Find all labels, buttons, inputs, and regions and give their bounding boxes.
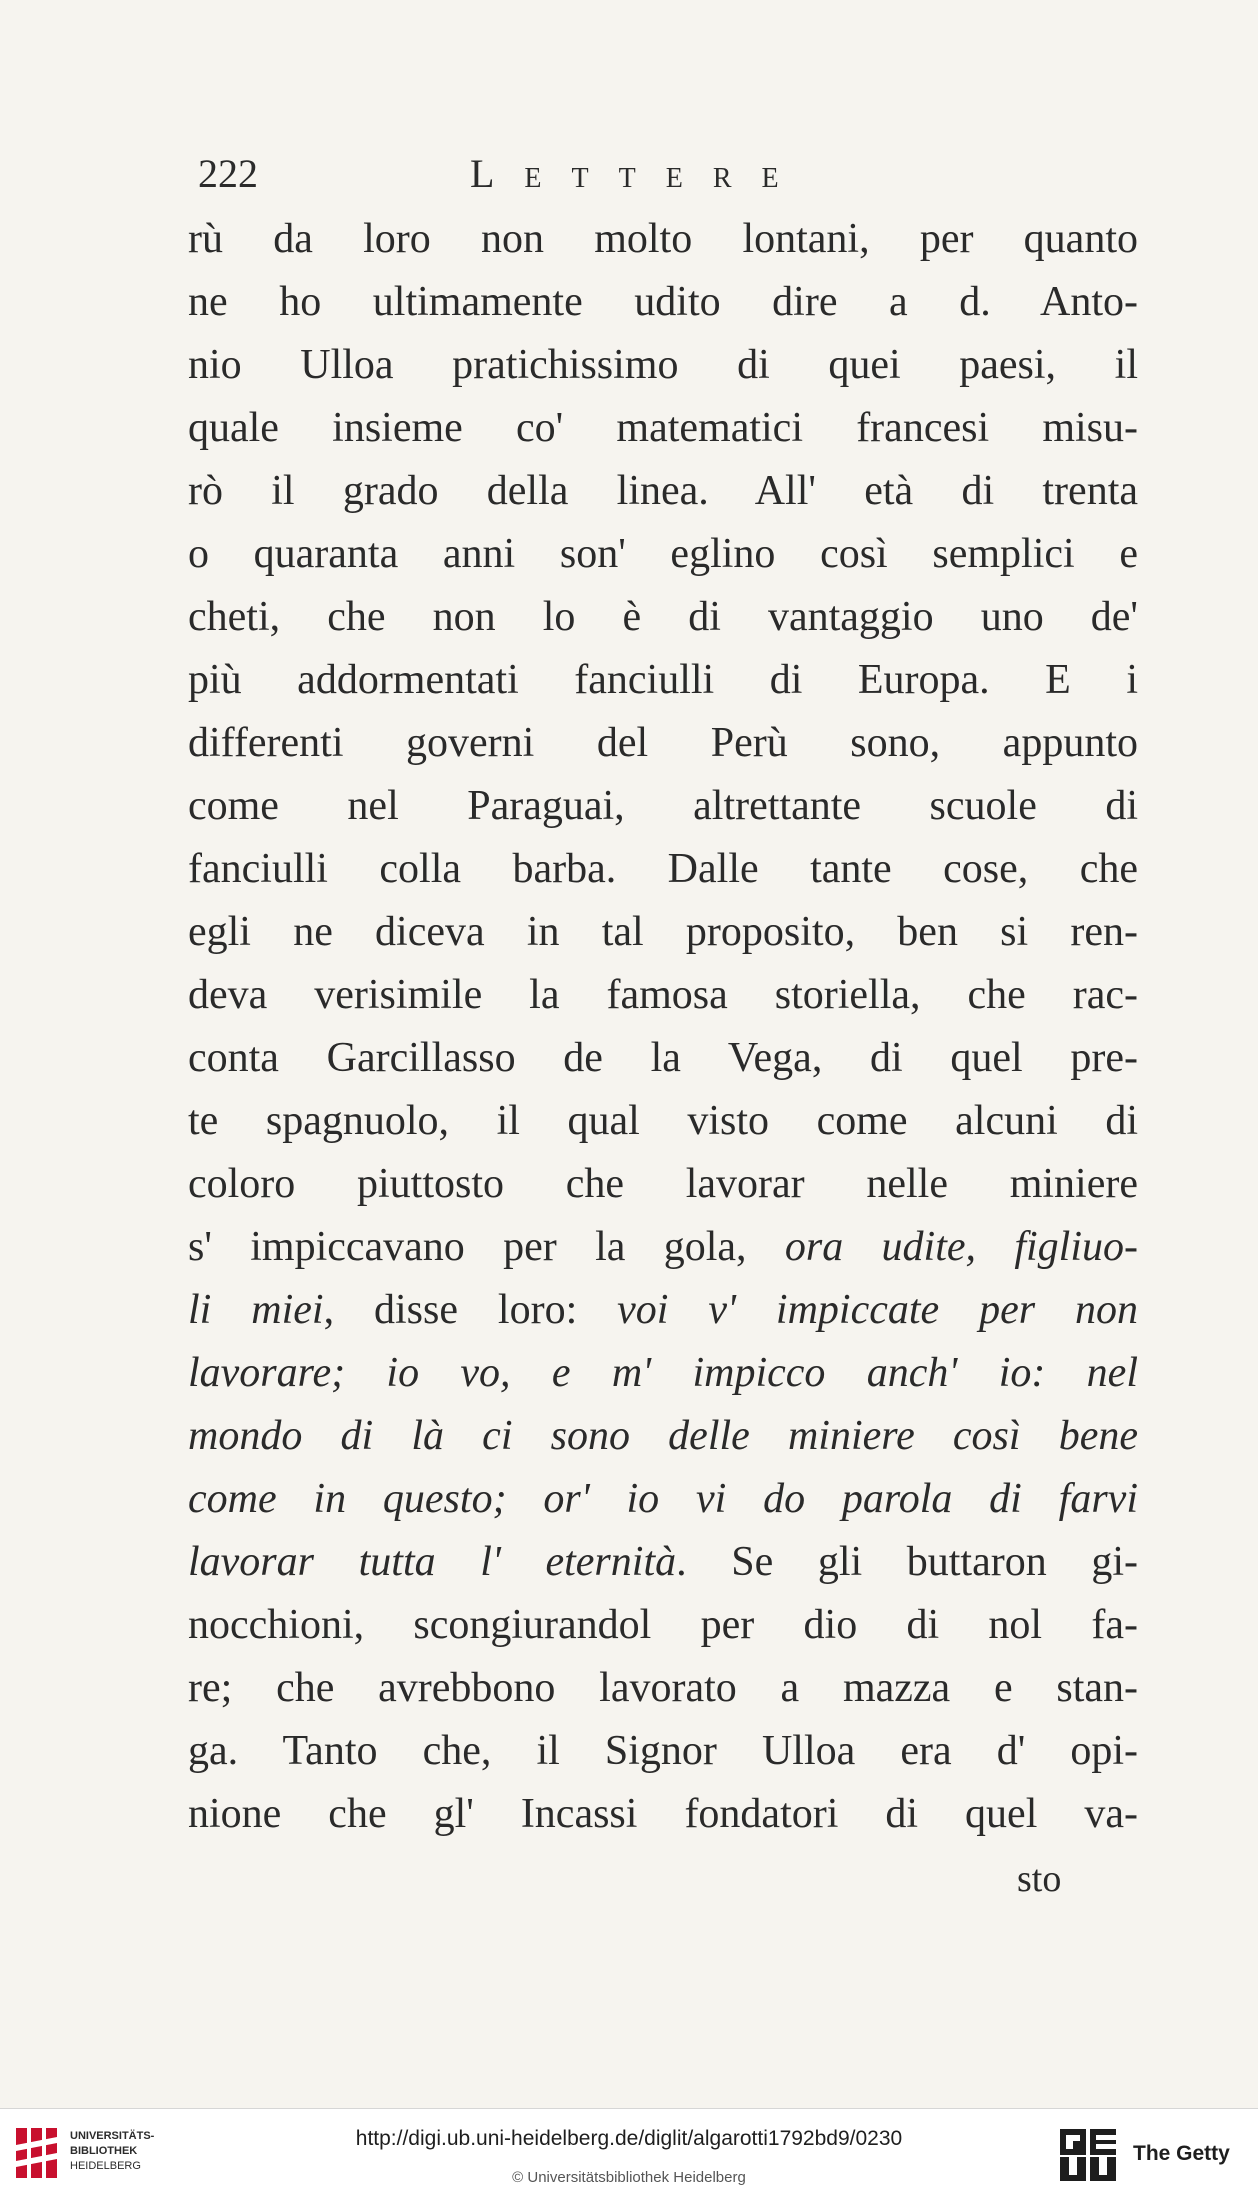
text-line <box>188 1216 1138 1279</box>
text-line <box>188 1342 1138 1405</box>
partner-name: The Getty <box>1133 2142 1230 2165</box>
text-line <box>188 1153 1138 1216</box>
text-segment: s' impiccavano per la gola, <box>188 1224 785 1270</box>
italic-text-segment: lavorar tutta l' eternità <box>188 1539 677 1585</box>
library-name-line-1: UNIVERSITÄTS- <box>70 2130 155 2142</box>
library-name-line-2: BIBLIOTHEK <box>70 2145 138 2157</box>
text-line <box>188 1027 1138 1090</box>
text-line <box>188 208 1138 271</box>
text-segment: nio Ulloa pratichissimo di quei paesi, il <box>188 342 1138 388</box>
text-line <box>188 334 1138 397</box>
italic-text-segment: lavorare; io vo, e m' impicco anch' io: nel <box>188 1350 1138 1396</box>
getty-logo-icon[interactable] <box>1058 2127 1124 2183</box>
text-line <box>188 838 1138 901</box>
running-title: Lettere <box>470 151 809 196</box>
text-line <box>188 1657 1138 1720</box>
text-line <box>188 1720 1138 1783</box>
text-segment: , disse loro: <box>323 1287 618 1333</box>
body-text <box>188 208 1138 1846</box>
text-segment: più addormentati fanciulli di Europa. E i <box>188 657 1138 703</box>
italic-text-segment: voi v' impiccate per non <box>617 1287 1139 1333</box>
text-line <box>188 397 1138 460</box>
text-segment: ga. Tanto che, il Signor Ulloa era d' opi- <box>188 1728 1138 1774</box>
text-segment: cheti, che non lo è di vantaggio uno de' <box>188 594 1138 640</box>
text-segment: . Se gli buttaron gi- <box>676 1539 1138 1585</box>
permalink-url[interactable]: http://digi.ub.uni-heidelberg.de/diglit/algarotti1792bd9/0230 <box>355 2127 903 2150</box>
italic-text-segment: come in questo; or' io vi do parola di farvi <box>188 1476 1138 1522</box>
text-segment: nocchioni, scongiurandol per dio di nol fa- <box>188 1602 1138 1648</box>
page-header <box>198 150 888 210</box>
text-segment: come nel Paraguai, altrettante scuole di <box>188 783 1138 829</box>
text-line <box>188 901 1138 964</box>
text-segment: egli ne diceva in tal proposito, ben si ren- <box>188 909 1138 955</box>
text-line <box>188 586 1138 649</box>
text-line <box>188 1405 1138 1468</box>
text-segment: rù da loro non molto lontani, per quanto <box>188 216 1138 262</box>
text-segment: fanciulli colla barba. Dalle tante cose, che <box>188 846 1138 892</box>
text-segment: deva verisimile la famosa storiella, che rac- <box>188 972 1138 1018</box>
italic-text-segment: ora udite, figliuo- <box>784 1224 1138 1270</box>
text-line <box>188 1279 1138 1342</box>
library-name-line-3: HEIDELBERG <box>70 2160 141 2172</box>
text-segment: differenti governi del Perù sono, appunto <box>188 720 1138 766</box>
page-number: 222 <box>198 151 258 196</box>
text-line <box>188 1090 1138 1153</box>
text-line <box>188 775 1138 838</box>
text-line <box>188 712 1138 775</box>
text-line <box>188 1468 1138 1531</box>
text-line <box>188 271 1138 334</box>
text-segment: te spagnuolo, il qual visto come alcuni di <box>188 1098 1138 1144</box>
text-line <box>188 523 1138 586</box>
text-line <box>188 1531 1138 1594</box>
italic-text-segment: mondo di là ci sono delle miniere così bene <box>188 1413 1138 1459</box>
text-line <box>188 649 1138 712</box>
text-segment: re; che avrebbono lavorato a mazza e stan- <box>188 1665 1138 1711</box>
catchword: sto <box>1017 1858 1062 1900</box>
text-segment: quale insieme co' matematici francesi misu- <box>188 405 1138 451</box>
text-segment: ne ho ultimamente udito dire a d. Anto- <box>188 279 1138 325</box>
footer-bar <box>0 2108 1258 2200</box>
text-segment: nione che gl' Incassi fondatori di quel va- <box>188 1791 1138 1837</box>
copyright-notice: © Universitätsbibliothek Heidelberg <box>512 2169 746 2186</box>
italic-text-segment: li miei <box>188 1287 324 1333</box>
text-segment: rò il grado della linea. All' età di trenta <box>188 468 1138 514</box>
text-segment: o quaranta anni son' eglino così semplici e <box>188 531 1138 577</box>
text-segment: conta Garcillasso de la Vega, di quel pre- <box>188 1035 1138 1081</box>
text-segment: coloro piuttosto che lavorar nelle miniere <box>188 1161 1138 1207</box>
text-line <box>188 964 1138 1027</box>
text-line <box>188 460 1138 523</box>
text-line <box>188 1594 1138 1657</box>
text-line <box>188 1783 1138 1846</box>
